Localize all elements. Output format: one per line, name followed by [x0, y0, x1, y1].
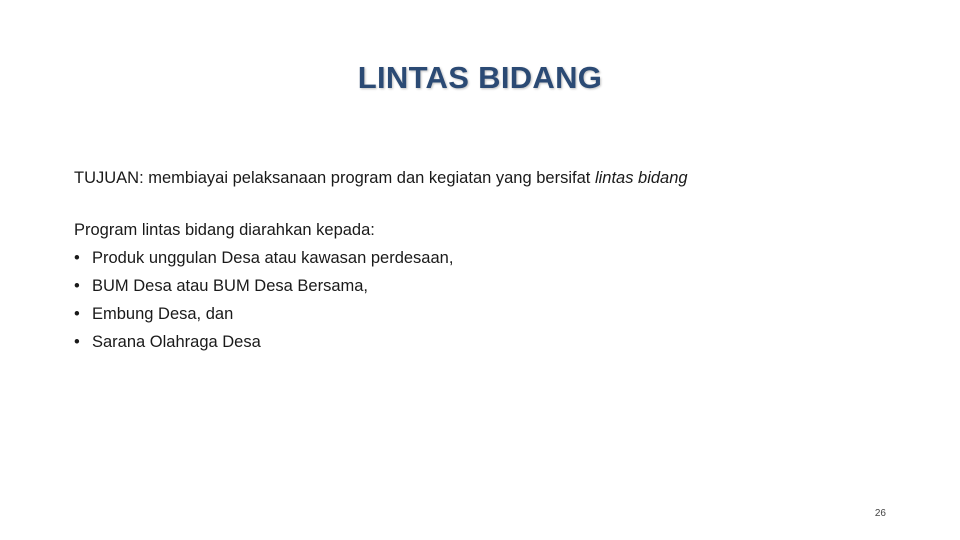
bullet-marker: •: [74, 305, 80, 323]
purpose-emphasis: lintas bidang: [594, 169, 688, 187]
page-number: 26: [874, 508, 886, 519]
program-intro: Program lintas bidang diarahkan kepada:: [74, 221, 375, 239]
list-item: [74, 328, 894, 356]
list-item-text: Produk unggulan Desa atau kawasan perdesaan,: [92, 249, 454, 267]
list-item-text: Sarana Olahraga Desa: [92, 333, 261, 351]
bullet-marker: •: [74, 249, 80, 267]
slide-title: LINTAS BIDANG: [357, 60, 603, 95]
bullet-marker: •: [74, 277, 80, 295]
list-item-text: Embung Desa, dan: [92, 305, 234, 323]
list-item-text: BUM Desa atau BUM Desa Bersama,: [92, 277, 369, 295]
bullet-marker: •: [74, 333, 80, 351]
slide-content: [74, 164, 894, 356]
list-item: [74, 244, 894, 272]
purpose-text: TUJUAN: membiayai pelaksanaan program dan kegiatan yang bersifat: [74, 169, 595, 187]
bullet-list: [74, 244, 894, 356]
purpose-statement: [74, 164, 894, 192]
list-item: [74, 300, 894, 328]
list-item: [74, 272, 894, 300]
